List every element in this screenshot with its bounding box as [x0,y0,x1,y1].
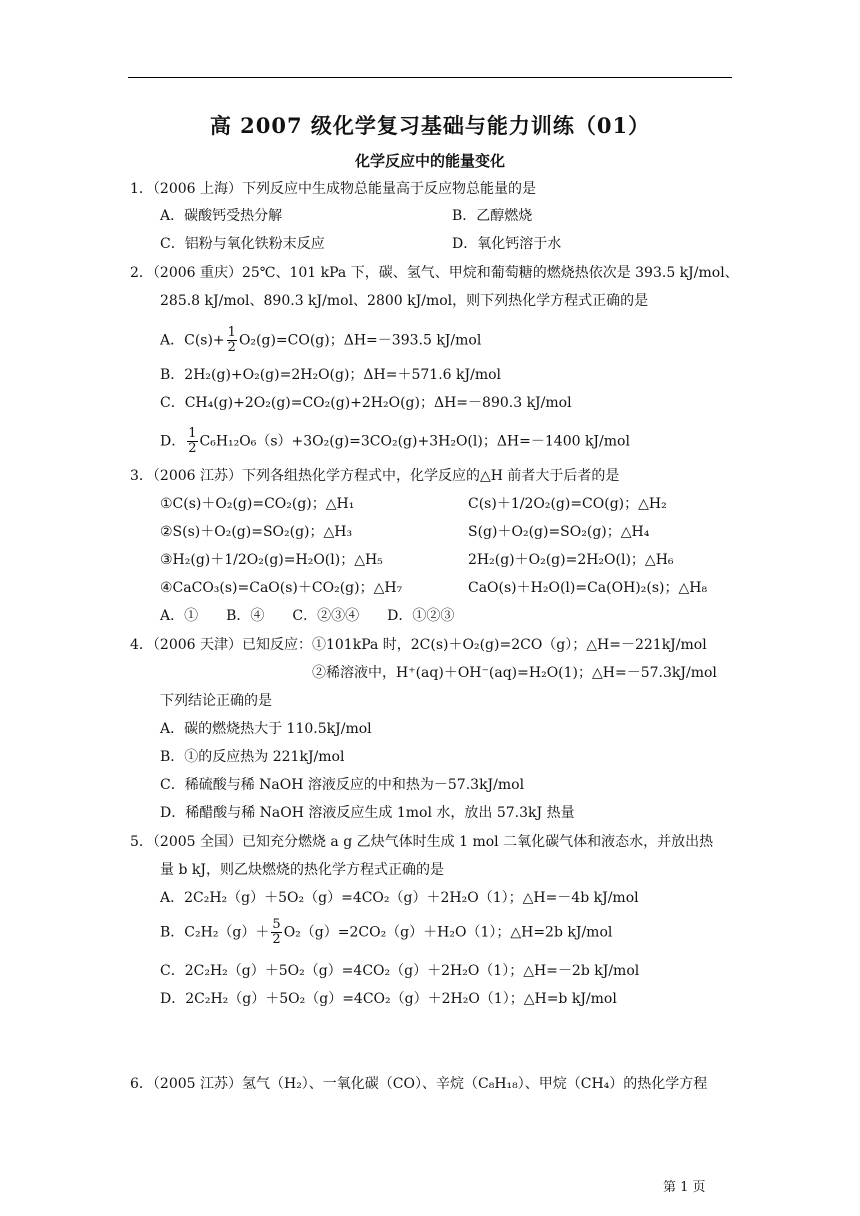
q4-option-b: B．①的反应热为 221kJ/mol [160,749,345,765]
question-2-stem-1: 2．（2006 重庆）25℃、101 kPa 下，碳、氢气、甲烷和葡萄糖的燃烧热依次是 393.5 kJ/mol、 [130,265,739,281]
q4-lead: 下列结论正确的是 [160,693,272,709]
q2-option-d [160,427,630,456]
q2-option-d-prefix: D． [160,433,186,450]
q3-reaction-3-right: 2H₂(g)＋O₂(g)=2H₂O(l)；△H₆ [468,552,674,568]
fraction-one-half [187,427,197,456]
q1-option-a: A．碳酸钙受热分解 [160,208,283,224]
q5-option-b [160,918,612,947]
q5-option-b-equation: O₂（g）=2CO₂（g）＋H₂O（1）；△H=2b kJ/mol [283,924,613,941]
q2-option-d-equation: C₆H₁₂O₆（s）+3O₂(g)=3CO₂(g)+3H₂O(l)；ΔH=－1400 kJ/mol [199,433,630,450]
q5-option-b-prefix: B．C₂H₂（g）＋ [160,924,270,941]
question-5-stem-1: 5．（2005 全国）已知充分燃烧 a g 乙炔气体时生成 1 mol 二氧化碳气体和液态水，并放出热 [130,834,714,850]
fraction-denominator: 2 [272,932,281,947]
q3-reaction-3-left: ③H₂(g)＋1/2O₂(g)=H₂O(l)；△H₅ [160,552,383,568]
q2-option-b: B．2H₂(g)+O₂(g)=2H₂O(g)；ΔH=＋571.6 kJ/mol [160,367,502,383]
question-4-stem: 4．（2006 天津）已知反应：①101kPa 时，2C(s)＋O₂(g)=2CO（g）；△H=－221kJ/mol [130,637,707,653]
q3-reaction-4-left: ④CaCO₃(s)=CaO(s)＋CO₂(g)；△H₇ [160,580,403,596]
q1-option-b: B．乙醇燃烧 [452,208,533,224]
question-5-stem-2: 量 b kJ，则乙炔燃烧的热化学方程式正确的是 [160,862,444,878]
q2-option-a [160,326,481,355]
fraction-five-halves [271,918,281,947]
question-1-stem: 1．（2006 上海）下列反应中生成物总能量高于反应物总能量的是 [130,181,536,197]
q3-reaction-1-right: C(s)＋1/2O₂(g)=CO(g)；△H₂ [468,496,667,512]
q5-option-a: A．2C₂H₂（g）＋5O₂（g）=4CO₂（g）＋2H₂O（1）；△H=－4b kJ/mol [160,890,639,906]
q1-option-d: D．氧化钙溶于水 [452,236,562,252]
q4-option-c: C．稀硫酸与稀 NaOH 溶液反应的中和热为－57.3kJ/mol [160,777,525,793]
q3-reaction-1-left: ①C(s)＋O₂(g)=CO₂(g)；△H₁ [160,496,355,512]
q2-option-c: C．CH₄(g)+2O₂(g)=CO₂(g)+2H₂O(g)；ΔH=－890.3 kJ/mol [160,395,572,411]
fraction-denominator: 2 [227,340,236,355]
fraction-numerator: 1 [188,426,197,441]
question-3-stem: 3．（2006 江苏）下列各组热化学方程式中，化学反应的△H 前者大于后者的是 [130,468,620,484]
fraction-denominator: 2 [188,441,197,456]
q2-option-a-prefix: A．C(s)+ [160,332,225,349]
q4-option-d: D．稀醋酸与稀 NaOH 溶液反应生成 1mol 水，放出 57.3kJ 热量 [160,805,575,821]
question-2-stem-2: 285.8 kJ/mol、890.3 kJ/mol、2800 kJ/mol，则下列热化学方程式正确的是 [160,293,649,309]
q2-option-a-equation: O₂(g)=CO(g)；ΔH=－393.5 kJ/mol [238,332,482,349]
q3-reaction-2-right: S(g)＋O₂(g)=SO₂(g)；△H₄ [468,524,650,540]
fraction-numerator: 1 [227,325,236,340]
header-rule [128,77,732,78]
section-subtitle: 化学反应中的能量变化 [354,152,505,170]
fraction-numerator: 5 [272,917,281,932]
q1-option-c: C．铝粉与氧化铁粉末反应 [160,236,325,252]
q4-option-a: A．碳的燃烧热大于 110.5kJ/mol [160,721,372,737]
q3-reaction-2-left: ②S(s)＋O₂(g)=SO₂(g)；△H₃ [160,524,353,540]
question-4-stem-2: ②稀溶液中，H⁺(aq)＋OH⁻(aq)=H₂O(1)；△H=－57.3kJ/mol [312,665,717,681]
page-title: 高 2007 级化学复习基础与能力训练（01） [209,113,651,138]
q3-options: A．① B．④ C．②③④ D．①②③ [160,608,455,624]
q5-option-d: D．2C₂H₂（g）＋5O₂（g）=4CO₂（g）＋2H₂O（1）；△H=b kJ/mol [160,991,617,1007]
fraction-one-half [227,326,237,355]
question-6-stem: 6．（2005 江苏）氢气（H₂）、一氧化碳（CO）、辛烷（C₈H₁₈）、甲烷（CH₄）的热化学方程 [130,1076,708,1092]
q5-option-c: C．2C₂H₂（g）＋5O₂（g）=4CO₂（g）＋2H₂O（1）；△H=－2b kJ/mol [160,963,640,979]
page-number: 第 1 页 [663,1180,706,1195]
q3-reaction-4-right: CaO(s)＋H₂O(l)=Ca(OH)₂(s)；△H₈ [468,580,708,596]
